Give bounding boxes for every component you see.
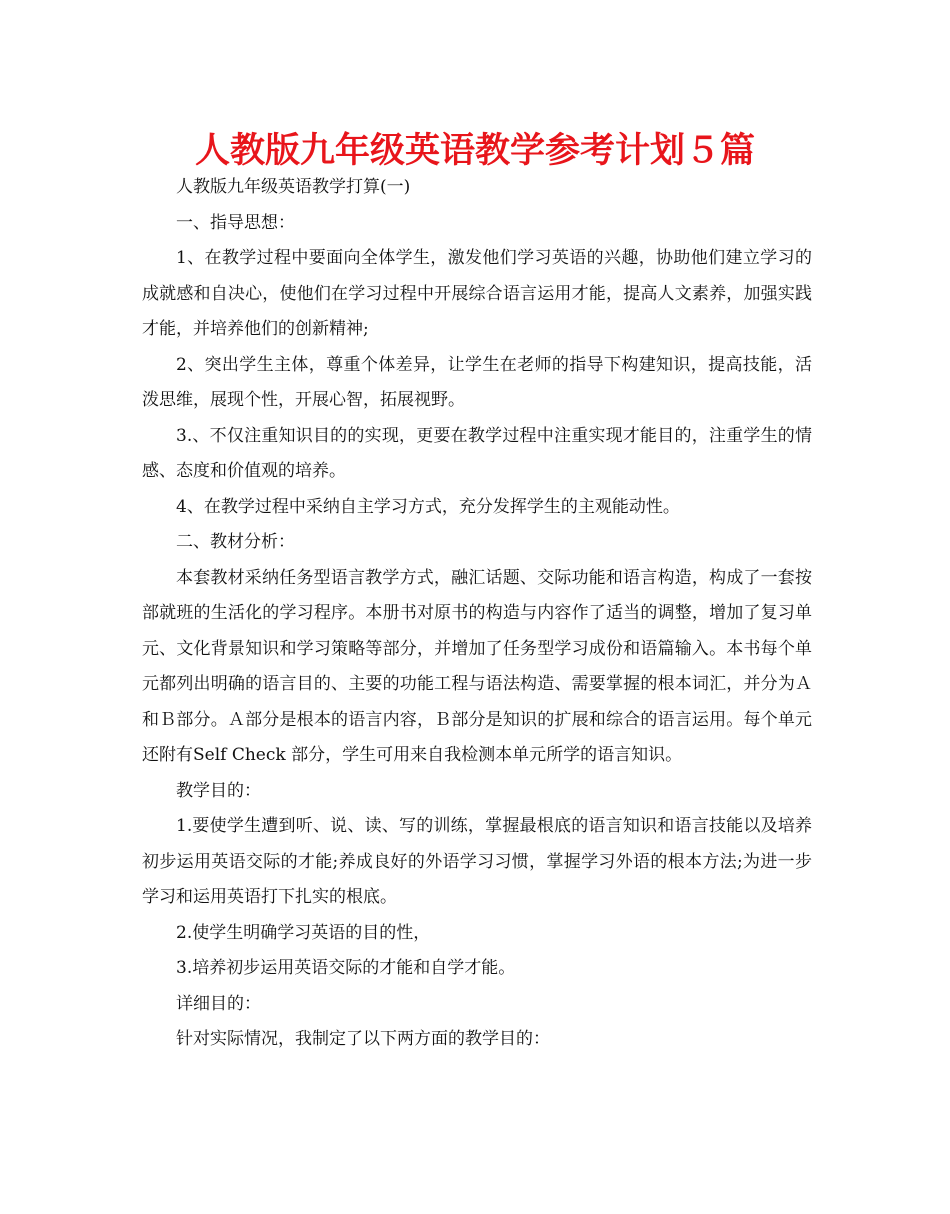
- paragraph-heading-teaching-goals: 教学目的：: [176, 780, 261, 801]
- paragraph-heading-textbook-analysis: 二、教材分析：: [176, 532, 295, 552]
- paragraph: 3.、不仅注重知识目的的实现，更要在教学过程中注重实现才能目的，注重学生的情感、态度和价值观的培养。: [142, 425, 812, 481]
- paragraph: 3.培养初步运用英语交际的才能和自学才能。: [176, 958, 516, 978]
- paragraph: 1.要使学生遭到听、说、读、写的训练，掌握最根底的语言知识和语言技能以及培养初步运用英语交际的才能;养成良好的外语学习习惯，掌握学习外语的根本方法;为进一步学习和运用英语打下扎实的根底。: [142, 816, 812, 907]
- paragraph-heading-guiding-thought: 一、指导思想：: [176, 212, 295, 233]
- document-body: [142, 170, 812, 1058]
- paragraph: 针对实际情况，我制定了以下两方面的教学目的：: [176, 1029, 550, 1049]
- paragraph: 4、在教学过程中采纳自主学习方式，充分发挥学生的主观能动性。: [176, 496, 680, 517]
- paragraph: 1、在教学过程中要面向全体学生，激发他们学习英语的兴趣，协助他们建立学习的成就感和自决心，使他们在学习过程中开展综合语言运用才能，提高人文素养，加强实践才能，并培养他们的创新精神;: [142, 248, 812, 339]
- paragraph: 本套教材采纳任务型语言教学方式，融汇话题、交际功能和语言构造，构成了一套按部就班的生活化的学习程序。本册书对原书的构造与内容作了适当的调整，增加了复习单元、文化背景知识和学习策略等部分，并增加了任务型学习成份和语篇输入。本书每个单元都列出明确的语言目的、主要的功能工程与语法构造、需要掌握的根本词汇，并分为Ａ和Ｂ部分。Ａ部分是根本的语言内容，Ｂ部分是知识的扩展和综合的语言运用。每个单元还附有Self Check 部分，学生可用来自我检测本单元所学的语言知识。: [142, 567, 812, 765]
- paragraph: 2、突出学生主体，尊重个体差异，让学生在老师的指导下构建知识，提高技能，活泼思维，展现个性，开展心智，拓展视野。: [142, 354, 812, 410]
- paragraph: 2.使学生明确学习英语的目的性，: [176, 922, 431, 943]
- paragraph-subtitle: 人教版九年级英语教学打算(一): [176, 177, 411, 197]
- paragraph-heading-detailed-goals: 详细目的：: [176, 993, 261, 1014]
- document-title: 人教版九年级英语教学参考计划５篇: [194, 131, 755, 171]
